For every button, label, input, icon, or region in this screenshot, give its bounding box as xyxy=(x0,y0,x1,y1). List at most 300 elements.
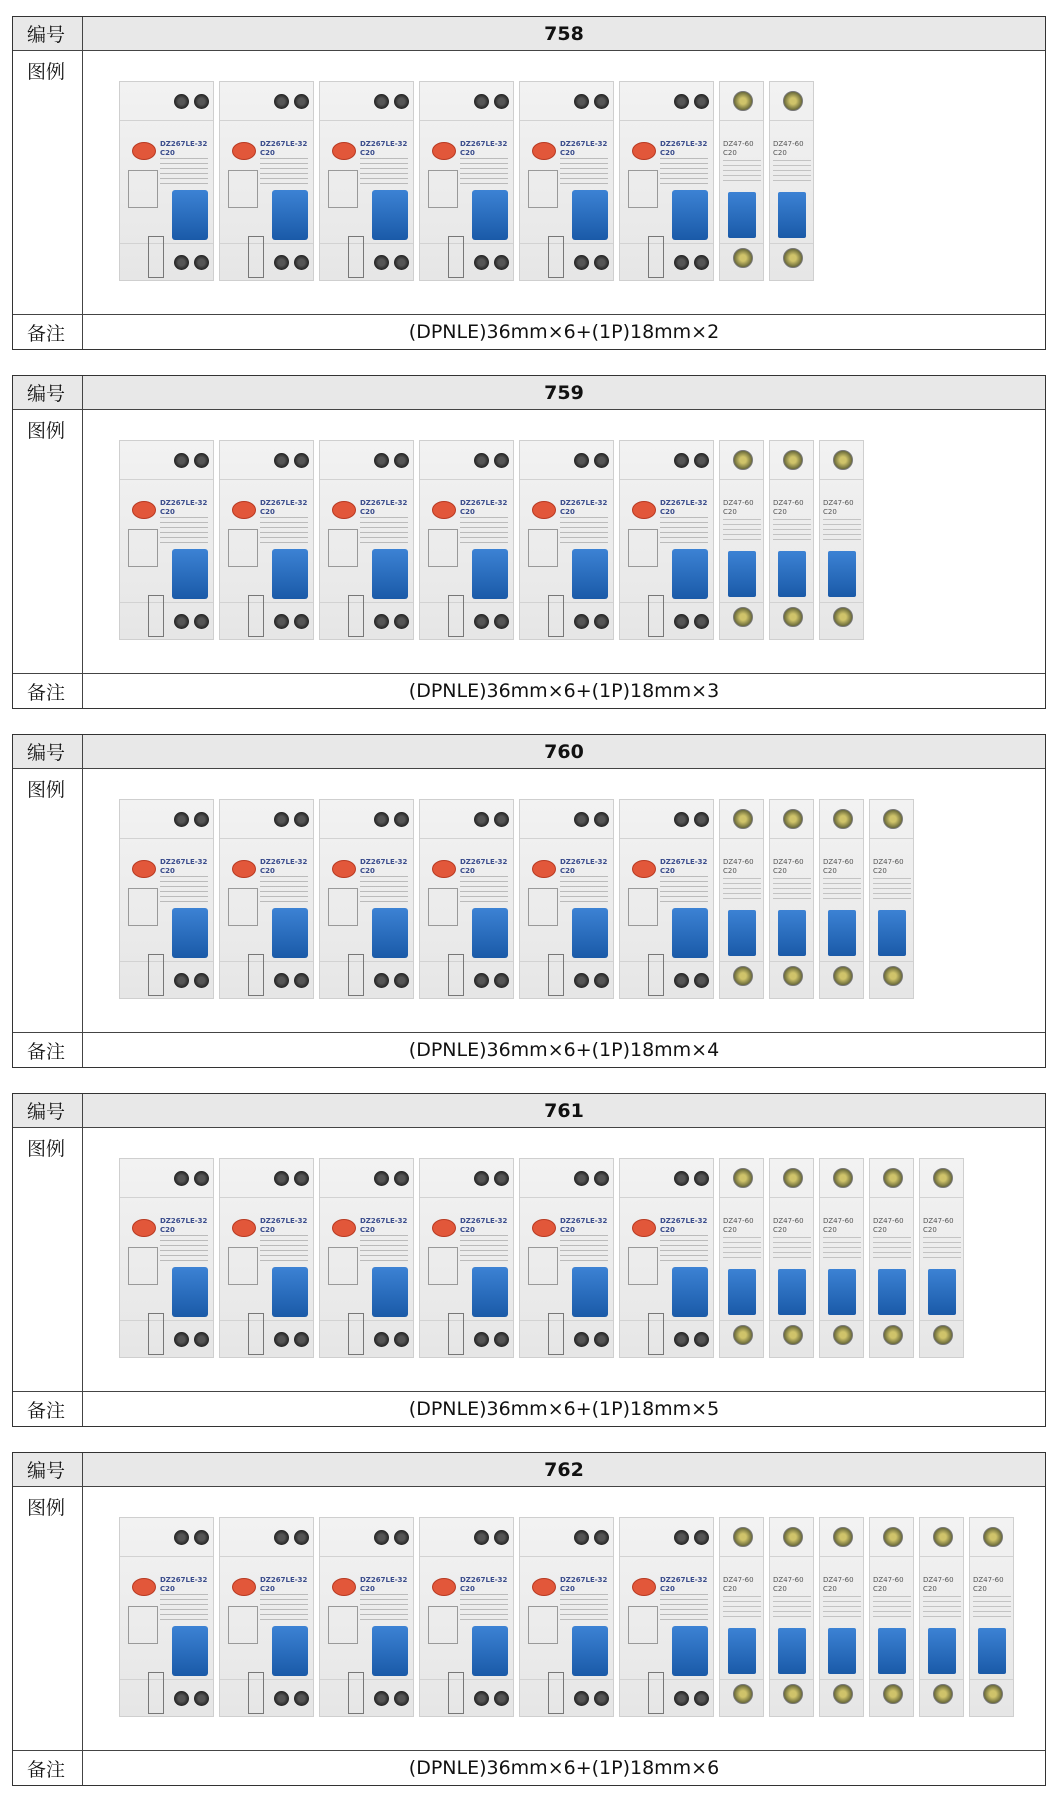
mcb-model-text: DZ47-60 C20 xyxy=(773,1217,804,1234)
terminal-screw-icon xyxy=(574,255,589,270)
spec-block xyxy=(12,1093,1046,1427)
figure-row xyxy=(13,410,1045,674)
toggle-handle-icon xyxy=(672,908,708,958)
terminal-screw-icon xyxy=(494,1171,509,1186)
item-number: 762 xyxy=(544,1458,584,1481)
rcbo-module xyxy=(319,81,414,281)
toggle-handle-icon xyxy=(828,1628,856,1674)
terminal-screw-icon xyxy=(174,94,189,109)
rcbo-model-text: DZ267LE-32 C20 xyxy=(260,499,308,516)
terminal-screw-icon xyxy=(733,91,753,111)
terminal-screw-icon xyxy=(474,973,489,988)
rcbo-model-text: DZ267LE-32 C20 xyxy=(560,858,608,875)
rcbo-module xyxy=(219,1158,314,1358)
mcb-module xyxy=(819,440,864,640)
terminal-screw-icon xyxy=(394,973,409,988)
number-row xyxy=(13,1094,1045,1128)
rcbo-module xyxy=(119,1158,214,1358)
terminal-screw-icon xyxy=(574,1691,589,1706)
toggle-handle-icon xyxy=(728,1628,756,1674)
item-number: 761 xyxy=(544,1099,584,1122)
figure-row xyxy=(13,51,1045,315)
spec-block xyxy=(12,734,1046,1068)
terminal-screw-icon xyxy=(933,1168,953,1188)
terminal-screw-icon xyxy=(574,1332,589,1347)
toggle-handle-icon xyxy=(272,908,308,958)
figure-area xyxy=(83,1487,1045,1750)
outlet-arrow-icon xyxy=(548,1313,564,1355)
rcbo-module xyxy=(419,440,514,640)
terminal-screw-icon xyxy=(933,1684,953,1704)
toggle-handle-icon xyxy=(828,1269,856,1315)
terminal-screw-icon xyxy=(394,812,409,827)
terminal-screw-icon xyxy=(294,614,309,629)
circuit-diagram-icon xyxy=(528,170,558,208)
rcbo-module xyxy=(419,799,514,999)
outlet-arrow-icon xyxy=(348,1313,364,1355)
terminal-screw-icon xyxy=(833,1527,853,1547)
outlet-arrow-icon xyxy=(348,595,364,637)
terminal-screw-icon xyxy=(674,973,689,988)
mcb-module xyxy=(869,799,914,999)
rcbo-module xyxy=(119,440,214,640)
number-label: 编号 xyxy=(13,376,83,409)
circuit-diagram-icon xyxy=(328,529,358,567)
circuit-diagram-icon xyxy=(228,529,258,567)
rcbo-model-text: DZ267LE-32 C20 xyxy=(460,1576,508,1593)
terminal-screw-icon xyxy=(494,1691,509,1706)
test-button-icon xyxy=(332,501,356,519)
outlet-arrow-icon xyxy=(448,1672,464,1714)
terminal-screw-icon xyxy=(733,450,753,470)
terminal-screw-icon xyxy=(474,614,489,629)
outlet-arrow-icon xyxy=(648,1313,664,1355)
terminal-screw-icon xyxy=(594,614,609,629)
test-button-icon xyxy=(432,501,456,519)
terminal-screw-icon xyxy=(833,607,853,627)
terminal-screw-icon xyxy=(194,453,209,468)
terminal-screw-icon xyxy=(374,1171,389,1186)
mcb-model-text: DZ47-60 C20 xyxy=(723,1217,754,1234)
remark-label: 备注 xyxy=(13,1392,83,1426)
rcbo-model-text: DZ267LE-32 C20 xyxy=(360,1576,408,1593)
rcbo-model-text: DZ267LE-32 C20 xyxy=(160,858,208,875)
terminal-screw-icon xyxy=(274,1171,289,1186)
test-button-icon xyxy=(532,1219,556,1237)
rcbo-model-text: DZ267LE-32 C20 xyxy=(160,1576,208,1593)
mcb-model-text: DZ47-60 C20 xyxy=(873,1217,904,1234)
rcbo-model-text: DZ267LE-32 C20 xyxy=(260,140,308,157)
test-button-icon xyxy=(132,501,156,519)
circuit-diagram-icon xyxy=(528,888,558,926)
toggle-handle-icon xyxy=(978,1628,1006,1674)
terminal-screw-icon xyxy=(733,1684,753,1704)
outlet-arrow-icon xyxy=(148,1672,164,1714)
terminal-screw-icon xyxy=(674,812,689,827)
rcbo-model-text: DZ267LE-32 C20 xyxy=(360,858,408,875)
test-button-icon xyxy=(332,1578,356,1596)
rcbo-module xyxy=(519,1517,614,1717)
outlet-arrow-icon xyxy=(248,1672,264,1714)
toggle-handle-icon xyxy=(878,910,906,956)
terminal-screw-icon xyxy=(694,1530,709,1545)
terminal-screw-icon xyxy=(274,1332,289,1347)
rcbo-module xyxy=(619,440,714,640)
mcb-model-text: DZ47-60 C20 xyxy=(923,1217,954,1234)
outlet-arrow-icon xyxy=(248,954,264,996)
circuit-diagram-icon xyxy=(328,170,358,208)
breaker-assembly-image xyxy=(119,81,814,281)
terminal-screw-icon xyxy=(174,453,189,468)
figure-label: 图例 xyxy=(13,1128,83,1391)
rcbo-model-text: DZ267LE-32 C20 xyxy=(460,858,508,875)
rcbo-module xyxy=(519,799,614,999)
outlet-arrow-icon xyxy=(148,1313,164,1355)
spec-block xyxy=(12,16,1046,350)
toggle-handle-icon xyxy=(778,192,806,238)
rcbo-model-text: DZ267LE-32 C20 xyxy=(360,499,408,516)
rcbo-module xyxy=(619,81,714,281)
terminal-screw-icon xyxy=(694,614,709,629)
terminal-screw-icon xyxy=(174,614,189,629)
terminal-screw-icon xyxy=(374,453,389,468)
figure-label: 图例 xyxy=(13,769,83,1032)
outlet-arrow-icon xyxy=(148,236,164,278)
test-button-icon xyxy=(132,860,156,878)
terminal-screw-icon xyxy=(294,255,309,270)
rcbo-model-text: DZ267LE-32 C20 xyxy=(560,1576,608,1593)
circuit-diagram-icon xyxy=(628,529,658,567)
toggle-handle-icon xyxy=(272,1626,308,1676)
mcb-module xyxy=(769,1517,814,1717)
mcb-module xyxy=(769,440,814,640)
toggle-handle-icon xyxy=(828,551,856,597)
circuit-diagram-icon xyxy=(528,1606,558,1644)
terminal-screw-icon xyxy=(474,255,489,270)
terminal-screw-icon xyxy=(194,255,209,270)
terminal-screw-icon xyxy=(783,1325,803,1345)
terminal-screw-icon xyxy=(394,1332,409,1347)
mcb-model-text: DZ47-60 C20 xyxy=(923,1576,954,1593)
outlet-arrow-icon xyxy=(248,1313,264,1355)
item-number: 758 xyxy=(544,22,584,45)
terminal-screw-icon xyxy=(574,973,589,988)
terminal-screw-icon xyxy=(294,812,309,827)
terminal-screw-icon xyxy=(394,614,409,629)
mcb-model-text: DZ47-60 C20 xyxy=(723,140,754,157)
number-row xyxy=(13,735,1045,769)
terminal-screw-icon xyxy=(294,1691,309,1706)
terminal-screw-icon xyxy=(174,1530,189,1545)
terminal-screw-icon xyxy=(294,1530,309,1545)
terminal-screw-icon xyxy=(394,255,409,270)
test-button-icon xyxy=(432,860,456,878)
terminal-screw-icon xyxy=(594,1332,609,1347)
toggle-handle-icon xyxy=(172,549,208,599)
toggle-handle-icon xyxy=(728,192,756,238)
terminal-screw-icon xyxy=(274,1691,289,1706)
test-button-icon xyxy=(332,142,356,160)
toggle-handle-icon xyxy=(672,190,708,240)
terminal-screw-icon xyxy=(294,94,309,109)
terminal-screw-icon xyxy=(174,1691,189,1706)
outlet-arrow-icon xyxy=(648,954,664,996)
remark-value: (DPNLE)36mm×6+(1P)18mm×5 xyxy=(408,1398,720,1420)
remark-row xyxy=(13,315,1045,349)
terminal-screw-icon xyxy=(694,255,709,270)
rcbo-module xyxy=(219,1517,314,1717)
outlet-arrow-icon xyxy=(648,1672,664,1714)
rcbo-model-text: DZ267LE-32 C20 xyxy=(360,1217,408,1234)
circuit-diagram-icon xyxy=(428,888,458,926)
terminal-screw-icon xyxy=(194,1530,209,1545)
terminal-screw-icon xyxy=(694,453,709,468)
toggle-handle-icon xyxy=(778,1628,806,1674)
terminal-screw-icon xyxy=(574,614,589,629)
terminal-screw-icon xyxy=(733,966,753,986)
breaker-assembly-image xyxy=(119,440,864,640)
circuit-diagram-icon xyxy=(528,1247,558,1285)
test-button-icon xyxy=(532,860,556,878)
terminal-screw-icon xyxy=(733,1168,753,1188)
terminal-screw-icon xyxy=(674,614,689,629)
toggle-handle-icon xyxy=(778,551,806,597)
mcb-module xyxy=(969,1517,1014,1717)
rcbo-model-text: DZ267LE-32 C20 xyxy=(660,1576,708,1593)
terminal-screw-icon xyxy=(933,1527,953,1547)
terminal-screw-icon xyxy=(394,1530,409,1545)
mcb-module xyxy=(719,799,764,999)
terminal-screw-icon xyxy=(594,453,609,468)
terminal-screw-icon xyxy=(394,1171,409,1186)
terminal-screw-icon xyxy=(694,94,709,109)
circuit-diagram-icon xyxy=(128,888,158,926)
terminal-screw-icon xyxy=(194,1691,209,1706)
rcbo-model-text: DZ267LE-32 C20 xyxy=(160,140,208,157)
mcb-module xyxy=(869,1158,914,1358)
rcbo-model-text: DZ267LE-32 C20 xyxy=(660,858,708,875)
terminal-screw-icon xyxy=(374,973,389,988)
toggle-handle-icon xyxy=(672,549,708,599)
toggle-handle-icon xyxy=(672,1626,708,1676)
test-button-icon xyxy=(132,1578,156,1596)
terminal-screw-icon xyxy=(833,809,853,829)
mcb-module xyxy=(819,1517,864,1717)
rcbo-module xyxy=(419,1158,514,1358)
toggle-handle-icon xyxy=(728,910,756,956)
rcbo-module xyxy=(219,81,314,281)
terminal-screw-icon xyxy=(694,1332,709,1347)
terminal-screw-icon xyxy=(374,94,389,109)
toggle-handle-icon xyxy=(672,1267,708,1317)
terminal-screw-icon xyxy=(574,1530,589,1545)
terminal-screw-icon xyxy=(783,809,803,829)
rcbo-module xyxy=(419,1517,514,1717)
mcb-model-text: DZ47-60 C20 xyxy=(773,858,804,875)
rcbo-model-text: DZ267LE-32 C20 xyxy=(560,140,608,157)
terminal-screw-icon xyxy=(833,1168,853,1188)
test-button-icon xyxy=(532,142,556,160)
toggle-handle-icon xyxy=(878,1269,906,1315)
terminal-screw-icon xyxy=(783,248,803,268)
toggle-handle-icon xyxy=(928,1269,956,1315)
remark-label: 备注 xyxy=(13,1033,83,1067)
remark-value: (DPNLE)36mm×6+(1P)18mm×3 xyxy=(408,680,720,702)
terminal-screw-icon xyxy=(474,453,489,468)
terminal-screw-icon xyxy=(474,812,489,827)
mcb-model-text: DZ47-60 C20 xyxy=(823,1217,854,1234)
item-number: 759 xyxy=(544,381,584,404)
number-label: 编号 xyxy=(13,1453,83,1486)
terminal-screw-icon xyxy=(694,973,709,988)
test-button-icon xyxy=(132,142,156,160)
number-label: 编号 xyxy=(13,17,83,50)
number-row xyxy=(13,17,1045,51)
number-row xyxy=(13,1453,1045,1487)
mcb-module xyxy=(919,1517,964,1717)
terminal-screw-icon xyxy=(694,812,709,827)
circuit-diagram-icon xyxy=(128,170,158,208)
terminal-screw-icon xyxy=(883,809,903,829)
terminal-screw-icon xyxy=(274,614,289,629)
terminal-screw-icon xyxy=(174,812,189,827)
terminal-screw-icon xyxy=(194,1171,209,1186)
mcb-module xyxy=(869,1517,914,1717)
terminal-screw-icon xyxy=(883,1684,903,1704)
terminal-screw-icon xyxy=(394,1691,409,1706)
outlet-arrow-icon xyxy=(348,236,364,278)
circuit-diagram-icon xyxy=(228,170,258,208)
terminal-screw-icon xyxy=(574,1171,589,1186)
terminal-screw-icon xyxy=(294,1332,309,1347)
outlet-arrow-icon xyxy=(448,954,464,996)
terminal-screw-icon xyxy=(374,255,389,270)
figure-area xyxy=(83,1128,1045,1391)
remark-value: (DPNLE)36mm×6+(1P)18mm×6 xyxy=(408,1757,720,1779)
terminal-screw-icon xyxy=(174,973,189,988)
terminal-screw-icon xyxy=(374,1530,389,1545)
circuit-diagram-icon xyxy=(428,1606,458,1644)
terminal-screw-icon xyxy=(594,1171,609,1186)
circuit-diagram-icon xyxy=(628,1247,658,1285)
terminal-screw-icon xyxy=(983,1684,1003,1704)
rcbo-model-text: DZ267LE-32 C20 xyxy=(260,1217,308,1234)
circuit-diagram-icon xyxy=(428,170,458,208)
terminal-screw-icon xyxy=(883,1527,903,1547)
test-button-icon xyxy=(632,1219,656,1237)
terminal-screw-icon xyxy=(833,1684,853,1704)
toggle-handle-icon xyxy=(728,551,756,597)
terminal-screw-icon xyxy=(594,1530,609,1545)
figure-label: 图例 xyxy=(13,410,83,673)
rcbo-model-text: DZ267LE-32 C20 xyxy=(660,1217,708,1234)
rcbo-module xyxy=(119,1517,214,1717)
toggle-handle-icon xyxy=(172,1267,208,1317)
toggle-handle-icon xyxy=(272,1267,308,1317)
test-button-icon xyxy=(232,1578,256,1596)
terminal-screw-icon xyxy=(394,453,409,468)
terminal-screw-icon xyxy=(574,812,589,827)
rcbo-model-text: DZ267LE-32 C20 xyxy=(660,140,708,157)
terminal-screw-icon xyxy=(983,1527,1003,1547)
circuit-diagram-icon xyxy=(228,1606,258,1644)
test-button-icon xyxy=(232,501,256,519)
mcb-model-text: DZ47-60 C20 xyxy=(823,499,854,516)
mcb-model-text: DZ47-60 C20 xyxy=(723,499,754,516)
terminal-screw-icon xyxy=(374,812,389,827)
terminal-screw-icon xyxy=(194,812,209,827)
breaker-assembly-image xyxy=(119,1158,964,1358)
terminal-screw-icon xyxy=(883,1325,903,1345)
rcbo-module xyxy=(619,799,714,999)
rcbo-model-text: DZ267LE-32 C20 xyxy=(260,1576,308,1593)
rcbo-module xyxy=(619,1517,714,1717)
terminal-screw-icon xyxy=(694,1171,709,1186)
terminal-screw-icon xyxy=(574,94,589,109)
toggle-handle-icon xyxy=(778,1269,806,1315)
test-button-icon xyxy=(532,501,556,519)
terminal-screw-icon xyxy=(674,1691,689,1706)
terminal-screw-icon xyxy=(733,1527,753,1547)
test-button-icon xyxy=(632,501,656,519)
mcb-module xyxy=(719,81,764,281)
terminal-screw-icon xyxy=(274,973,289,988)
toggle-handle-icon xyxy=(372,190,408,240)
outlet-arrow-icon xyxy=(148,595,164,637)
breaker-assembly-image xyxy=(119,799,914,999)
test-button-icon xyxy=(432,1578,456,1596)
terminal-screw-icon xyxy=(374,1691,389,1706)
toggle-handle-icon xyxy=(172,1626,208,1676)
terminal-screw-icon xyxy=(394,94,409,109)
terminal-screw-icon xyxy=(474,94,489,109)
remark-row xyxy=(13,674,1045,708)
circuit-diagram-icon xyxy=(228,1247,258,1285)
toggle-handle-icon xyxy=(878,1628,906,1674)
toggle-handle-icon xyxy=(472,908,508,958)
toggle-handle-icon xyxy=(372,1267,408,1317)
rcbo-module xyxy=(519,81,614,281)
outlet-arrow-icon xyxy=(348,1672,364,1714)
mcb-model-text: DZ47-60 C20 xyxy=(873,858,904,875)
mcb-module xyxy=(819,799,864,999)
toggle-handle-icon xyxy=(778,910,806,956)
test-button-icon xyxy=(532,1578,556,1596)
terminal-screw-icon xyxy=(494,973,509,988)
terminal-screw-icon xyxy=(374,614,389,629)
terminal-screw-icon xyxy=(474,1332,489,1347)
toggle-handle-icon xyxy=(372,549,408,599)
terminal-screw-icon xyxy=(883,1168,903,1188)
toggle-handle-icon xyxy=(572,549,608,599)
circuit-diagram-icon xyxy=(328,1606,358,1644)
number-row xyxy=(13,376,1045,410)
terminal-screw-icon xyxy=(594,812,609,827)
breaker-assembly-image xyxy=(119,1517,1014,1717)
circuit-diagram-icon xyxy=(628,1606,658,1644)
toggle-handle-icon xyxy=(828,910,856,956)
terminal-screw-icon xyxy=(494,255,509,270)
terminal-screw-icon xyxy=(494,812,509,827)
outlet-arrow-icon xyxy=(548,1672,564,1714)
mcb-module xyxy=(769,1158,814,1358)
toggle-handle-icon xyxy=(928,1628,956,1674)
terminal-screw-icon xyxy=(294,453,309,468)
mcb-module xyxy=(919,1158,964,1358)
test-button-icon xyxy=(232,860,256,878)
mcb-module xyxy=(769,81,814,281)
rcbo-model-text: DZ267LE-32 C20 xyxy=(160,1217,208,1234)
